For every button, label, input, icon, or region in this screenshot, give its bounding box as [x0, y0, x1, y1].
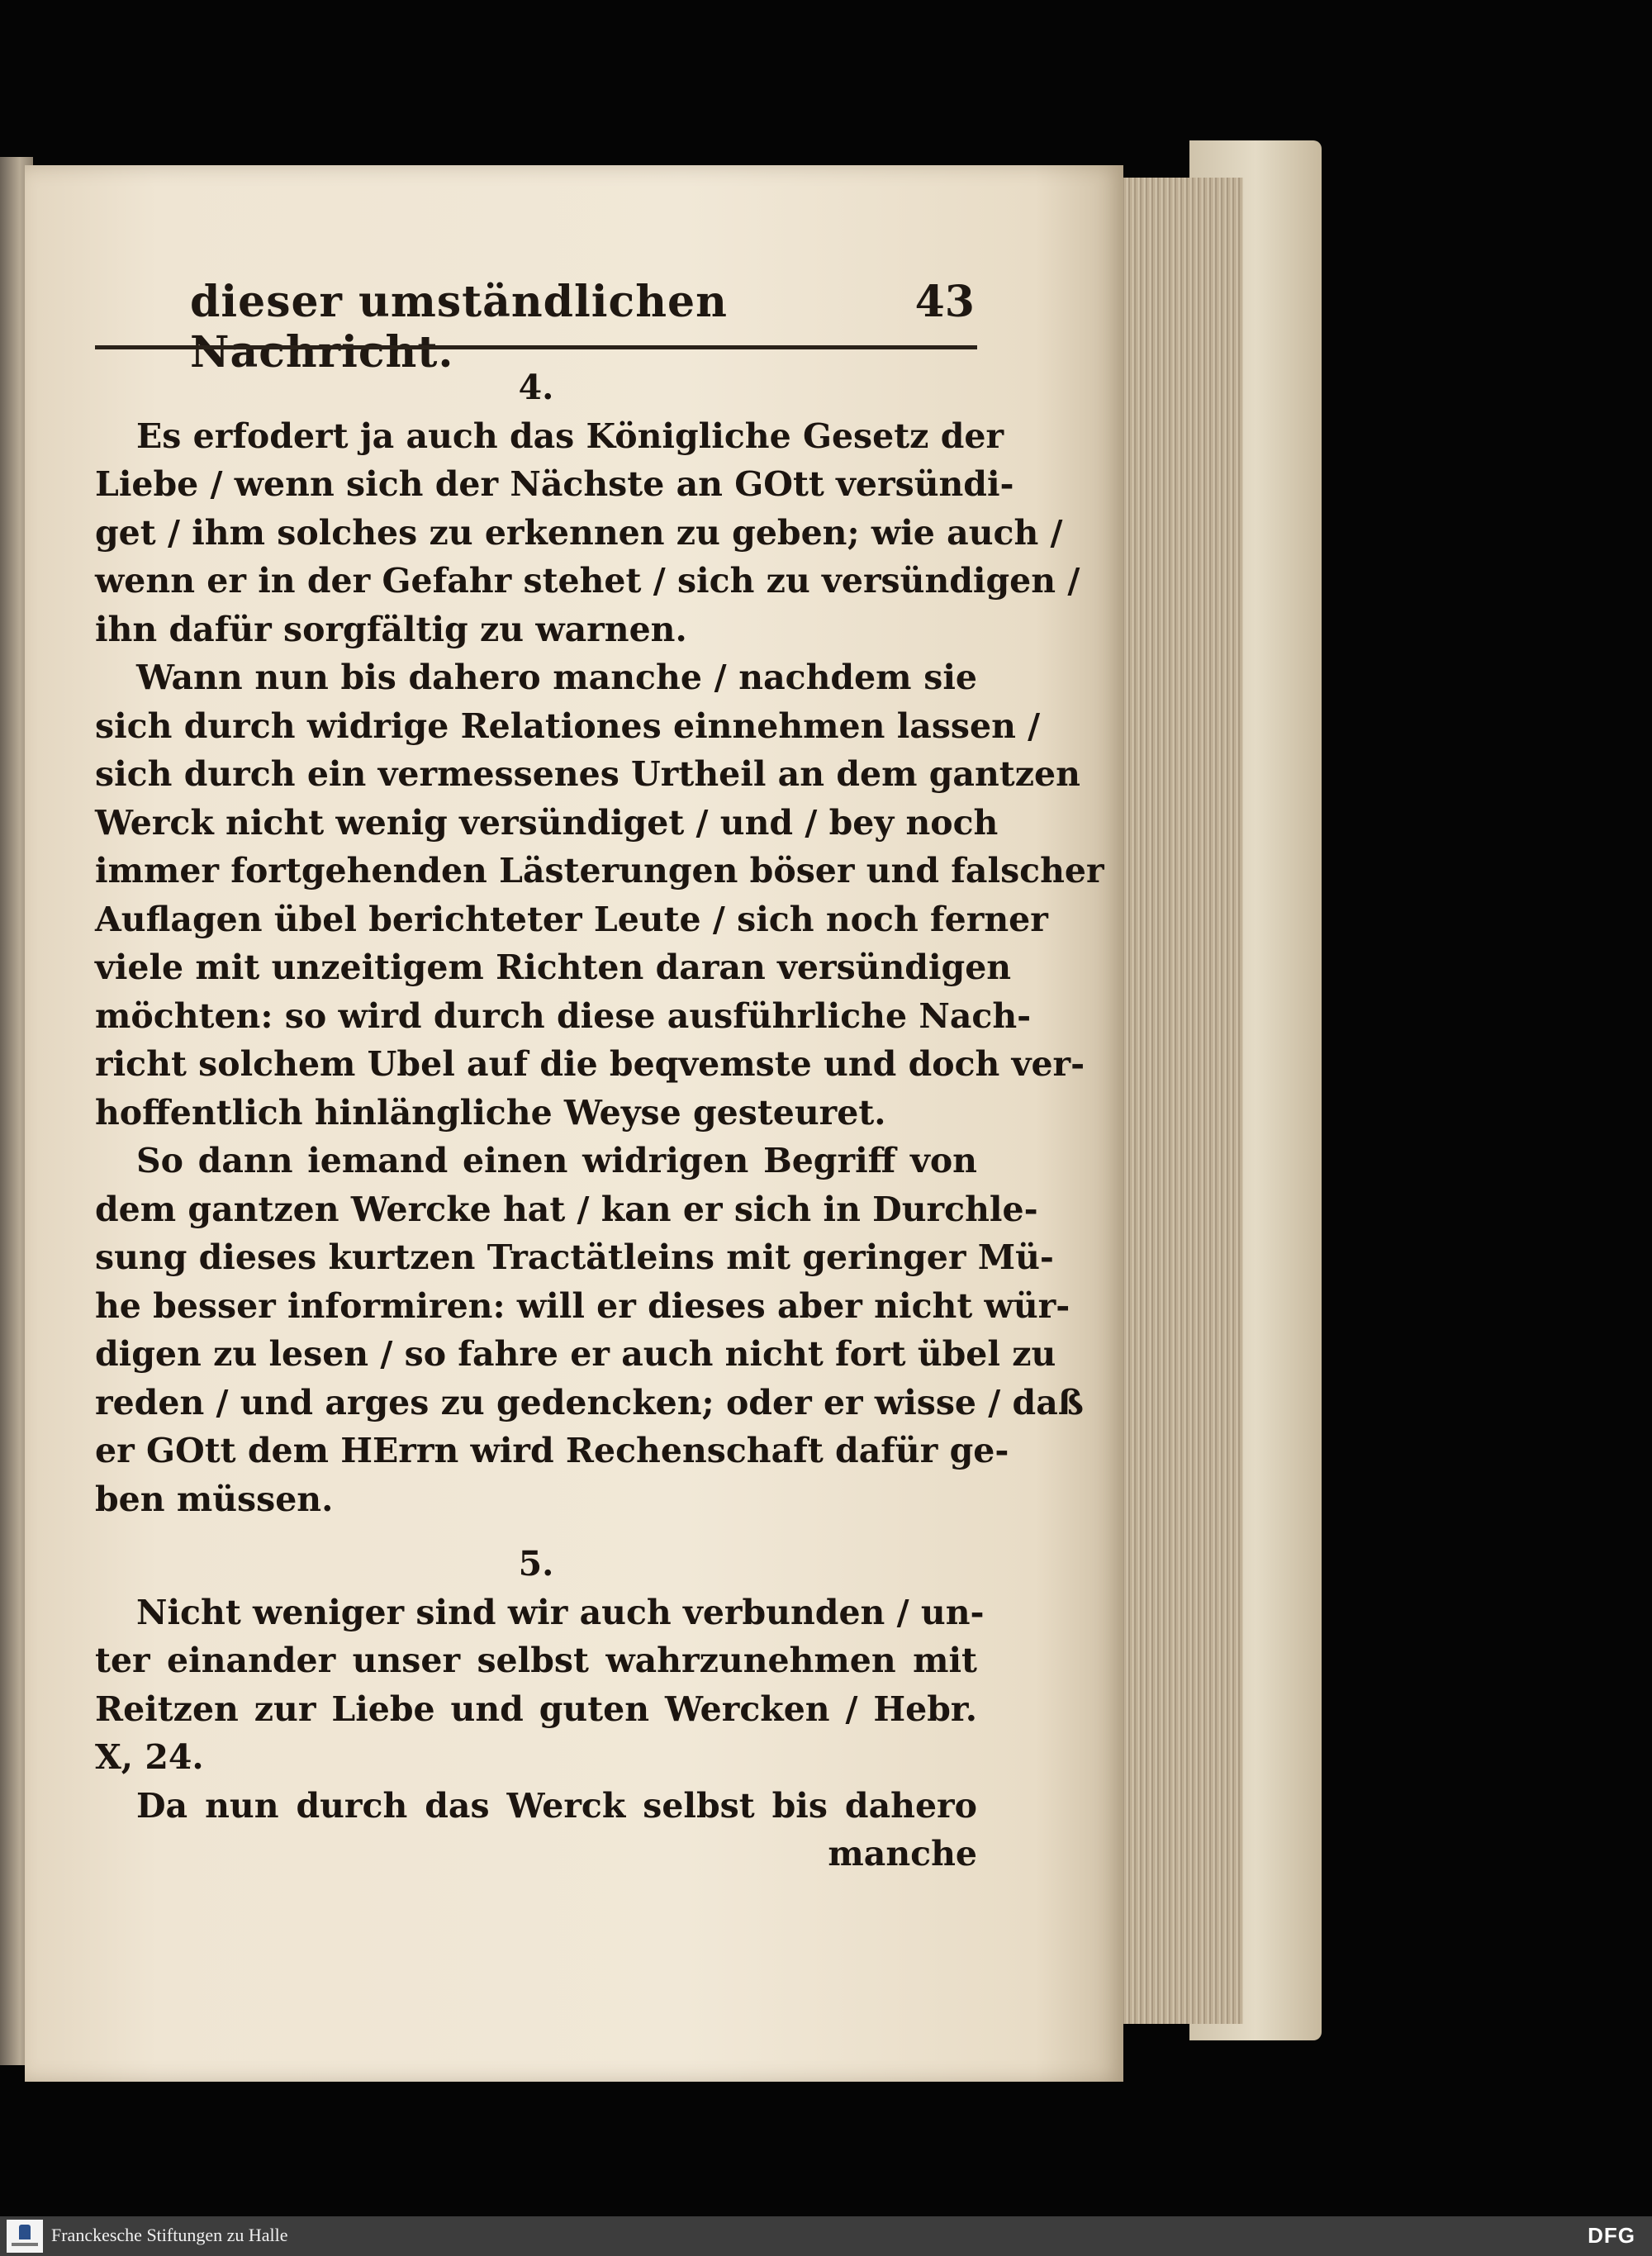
viewer-footer: [0, 2216, 1652, 2256]
page-body: [95, 363, 1104, 1878]
page-number: 43: [914, 277, 975, 327]
section-number: 5.: [518, 1544, 554, 1584]
text-line: Liebe / wenn sich der Nächste an GOtt versündi-: [95, 464, 1014, 504]
text-line: get / ihm solches zu erkennen zu geben; wie auch /: [95, 512, 1063, 553]
text-line: Nicht weniger sind wir auch verbunden / un-: [136, 1592, 985, 1632]
catchword: manche: [828, 1834, 977, 1874]
paragraph: [95, 1589, 985, 1782]
text-line: Wann nun bis dahero manche / nachdem sie: [136, 658, 977, 697]
text-line: richt solchem Ubel auf die beqvemste und doch ver-: [95, 1044, 1085, 1084]
text-line: he besser informiren: will er dieses aber nicht wür-: [95, 1285, 1070, 1326]
text-line: Werck nicht wenig versündiget / und / bey noch: [95, 802, 999, 843]
institution-logo-icon: [7, 2220, 43, 2253]
page-header: [173, 277, 975, 378]
text-line: sung dieses kurtzen Tractätleins mit geringer Mü-: [95, 1237, 1054, 1277]
text-line: wenn er in der Gefahr stehet / sich zu versündigen /: [95, 561, 1080, 601]
text-line: dem gantzen Wercke hat / kan er sich in Durchle-: [95, 1189, 1038, 1229]
provider-logo: DFG: [1588, 2223, 1635, 2248]
text-line: Da nun durch das Werck selbst bis dahero: [136, 1785, 977, 1826]
text-line: ter einander unser selbst wahrzunehmen mit: [95, 1641, 977, 1680]
paragraph: [95, 653, 1104, 1137]
text-line: viele mit unzeitigem Richten daran versündigen: [95, 948, 1012, 987]
header-rule: [95, 345, 977, 349]
section-number: 4.: [518, 368, 554, 407]
text-line: X, 24.: [95, 1737, 204, 1777]
text-line: möchten: so wird durch diese ausführliche Nach-: [95, 995, 1032, 1036]
text-line: immer fortgehenden Lästerungen böser und falscher: [95, 851, 1104, 891]
text-line: digen zu lesen / so fahre er auch nicht fort übel zu: [95, 1334, 1056, 1374]
text-line: reden / und arges zu gedencken; oder er wisse / daß: [95, 1382, 1084, 1422]
page-stack-edge: [1117, 178, 1243, 2024]
text-line: Auflagen übel berichteter Leute / sich noch ferner: [95, 899, 1048, 939]
text-line: ben müssen.: [95, 1479, 334, 1519]
text-line: So dann iemand einen widrigen Begriff von: [136, 1141, 977, 1180]
text-line: sich durch widrige Relationes einnehmen lassen /: [95, 705, 1041, 746]
text-line: ihn dafür sorgfältig zu warnen.: [95, 609, 687, 649]
institution-name: Franckesche Stiftungen zu Halle: [51, 2225, 288, 2245]
paragraph: [95, 1137, 1084, 1523]
text-line: er GOtt dem HErrn wird Rechenschaft dafür ge-: [95, 1431, 1009, 1470]
text-line: sich durch ein vermessenes Urtheil an dem gantzen: [95, 754, 1080, 794]
section-gap: [95, 1523, 977, 1540]
text-line: Es erfodert ja auch das Königliche Gesetz der: [136, 416, 1004, 456]
paragraph: [95, 412, 1080, 654]
text-line: Reitzen zur Liebe und guten Wercken / Hebr.: [95, 1688, 977, 1729]
text-line: hoffentlich hinlängliche Weyse gesteuret.: [95, 1092, 886, 1133]
running-title: dieser umständlichen Nachricht.: [190, 277, 728, 378]
paragraph: [95, 1782, 977, 1831]
